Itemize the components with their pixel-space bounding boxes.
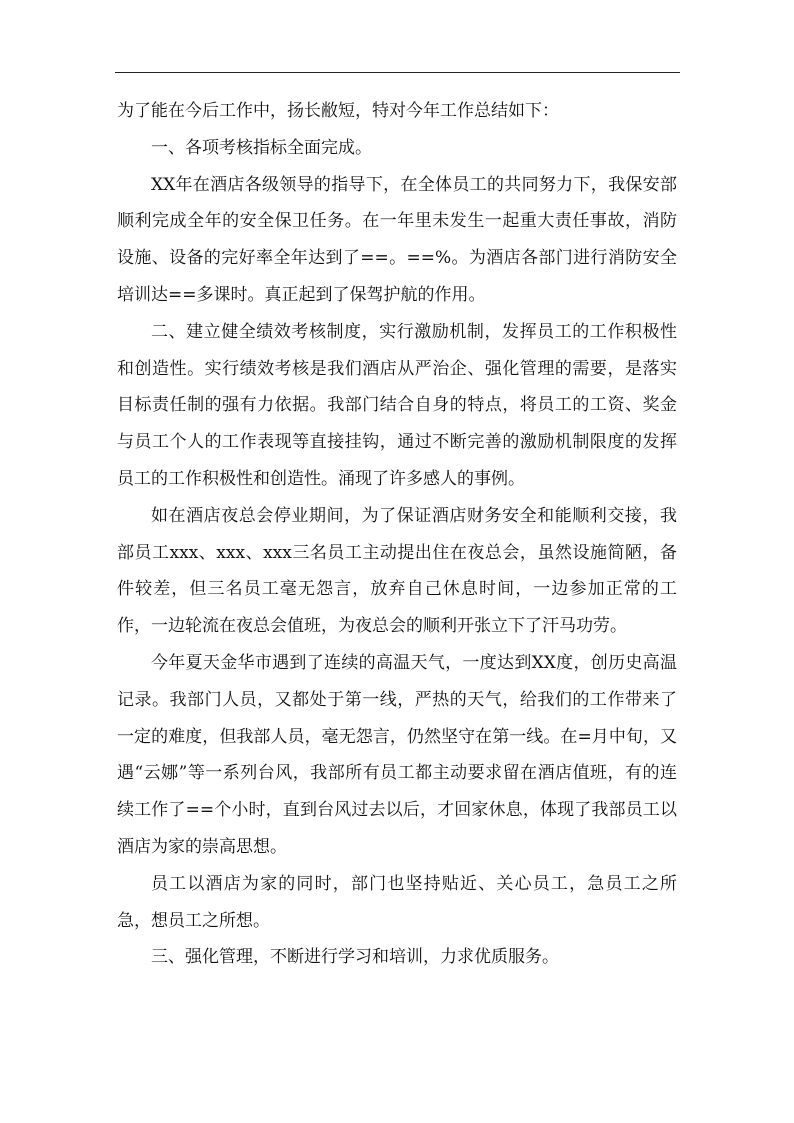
paragraph-care-for-staff: 员工以酒店为家的同时，部门也坚持贴近、关心员工，急员工之所急，想员工之所想。 bbox=[117, 873, 677, 931]
header-rule bbox=[115, 72, 680, 73]
section-heading-1: 一、各项考核指标全面完成。 bbox=[151, 137, 372, 158]
document-body bbox=[117, 93, 677, 976]
paragraph-summer-typhoon: 今年夏天金华市遇到了连续的高温天气，一度达到XX度，创历史高温记录。我部门人员，又都处于第一线，严热的天气，给我们的工作带来了一定的难度，但我部人员，毫无怨言，仍然坚守在第一线。在=月中旬，又遇“云娜”等一系列台风，我部所有员工都主动要求留在酒店值班，有的连续工作了==个小时，直到台风过去以后，才回家休息，体现了我部员工以酒店为家的崇高思想。 bbox=[117, 652, 677, 857]
section-heading-3: 三、强化管理，不断进行学习和培训，力求优质服务。 bbox=[151, 947, 559, 968]
paragraph-intro: 为了能在今后工作中，扬长敝短，特对今年工作总结如下： bbox=[117, 101, 559, 121]
section-heading-2: 二、建立健全绩效考核制度，实行激励机制，发挥员工的工作积极性和创造性。实行绩效考核是我们酒店从严治企、强化管理的需要，是落实目标责任制的强有力依据。我部门结合自身的特点，将员工的工资、奖金与员工个人的工作表现等直接挂钩，通过不断完善的激励机制限度的发挥员工的工作积极性和创造性。涌现了许多感人的事例。 bbox=[117, 321, 677, 489]
paragraph-nightclub-example: 如在酒店夜总会停业期间，为了保证酒店财务安全和能顺利交接，我部员工xxx、xxx、xxx三名员工主动提出住在夜总会，虽然设施简陋，备件较差，但三名员工毫无怨言，放弃自己休息时间，一边参加正常的工作，一边轮流在夜总会值班，为夜总会的顺利开张立下了汗马功劳。 bbox=[117, 505, 677, 637]
paragraph-security-results: XX年在酒店各级领导的指导下，在全体员工的共同努力下，我保安部顺利完成全年的安全保卫任务。在一年里未发生一起重大责任事故，消防设施、设备的完好率全年达到了==。==%。为酒店各部门进行消防安全培训达==多课时。真正起到了保驾护航的作用。 bbox=[117, 174, 677, 305]
